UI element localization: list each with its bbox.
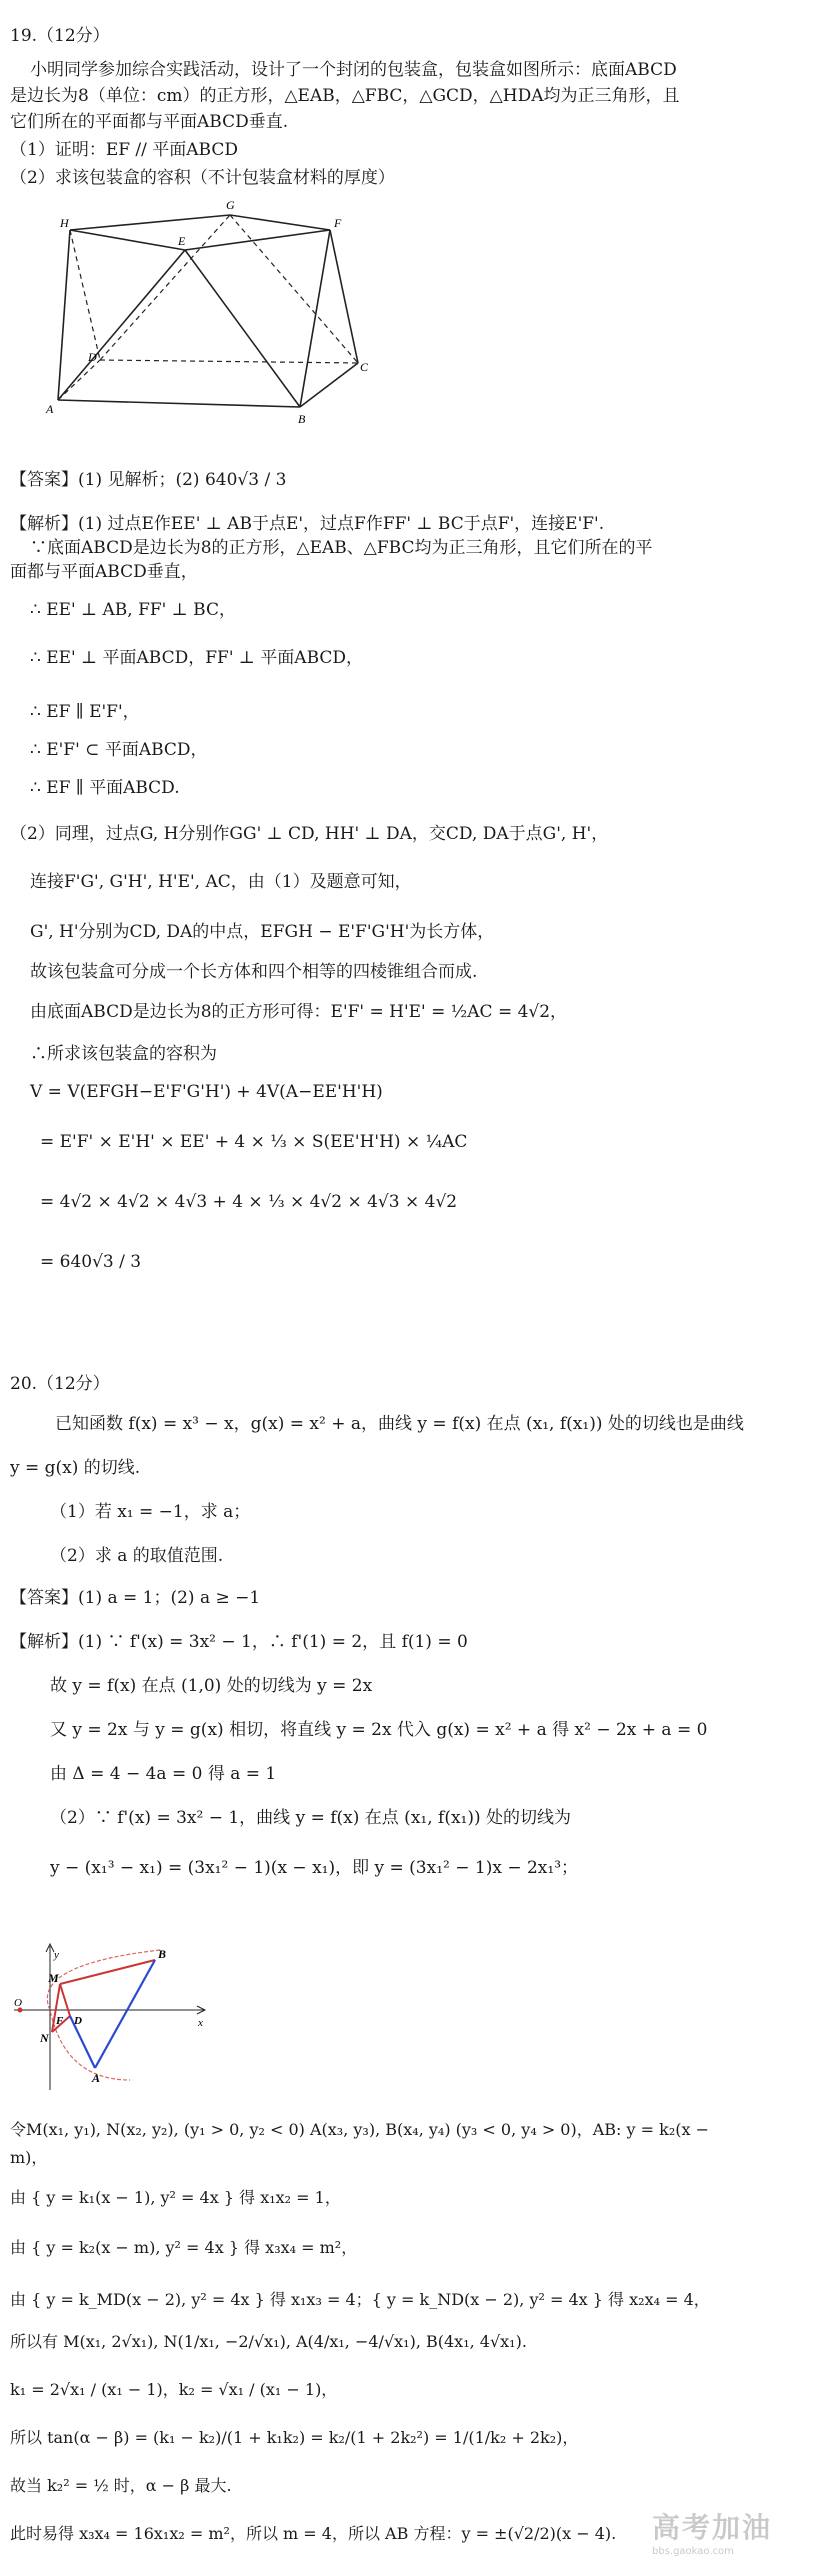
q19-part-1: （1）证明：EF // 平面ABCD (10, 140, 239, 160)
label-A2: A (92, 2071, 101, 2085)
label-N: N (40, 2031, 49, 2045)
label-B: B (298, 412, 306, 425)
label-F: F (334, 216, 342, 230)
q20-part-2: （2）求 a 的取值范围. (50, 1546, 224, 1566)
label-M: M (48, 1971, 59, 1985)
q19-analysis-5: ∴ EE' ⊥ 平面ABCD，FF' ⊥ 平面ABCD， (30, 648, 364, 668)
q20-lower-6: 所以有 M(x₁, 2√x₁), N(1/x₁, −2/√x₁), A(4/x₁, −4/√x₁), B(4x₁, 4√x₁). (10, 2332, 527, 2351)
watermark-logo (652, 2506, 822, 2566)
label-C: C (360, 360, 369, 374)
q19-analysis-12: 故该包装盒可分成一个长方体和四个相等的四棱锥组合而成. (30, 962, 478, 982)
q19-analysis-16: = E'F' × E'H' × EE' + 4 × ⅓ × S(EE'H'H) × ¼AC (40, 1132, 468, 1152)
label-G: G (226, 198, 235, 212)
q19-header: 19.（12分） (10, 26, 110, 46)
q19-analysis-15: V = V(EFGH−E'F'G'H') + 4V(A−EE'H'H) (30, 1082, 383, 1102)
q20-analysis-5: （2）∵ f'(x) = 3x² − 1，曲线 y = f(x) 在点 (x₁, f(x₁)) 处的切线为 (50, 1808, 572, 1828)
q20-lower-7: k₁ = 2√x₁ / (x₁ − 1)，k₂ = √x₁ / (x₁ − 1)， (10, 2380, 338, 2399)
q20-analysis-1: 【解析】(1) ∵ f'(x) = 3x² − 1，∴ f'(1) = 2，且 f(1) = 0 (10, 1632, 468, 1652)
q20-lower-10: 此时易得 x₃x₄ = 16x₁x₂ = m²，所以 m = 4，所以 AB 方程：y = ±(√2/2)(x − 4). (10, 2524, 617, 2543)
q20-lower-2: m)， (10, 2148, 48, 2167)
q20-lower-9: 故当 k₂² = ½ 时，α − β 最大. (10, 2476, 232, 2495)
q20-lower-1: 令M(x₁, y₁), N(x₂, y₂), (y₁ > 0, y₂ < 0) A(x₃, y₃), B(x₄, y₄) (y₃ < 0, y₄ > 0)，AB: y = k₂(x − (10, 2120, 709, 2139)
q20-answer: 【答案】(1) a = 1；(2) a ≥ −1 (10, 1588, 261, 1608)
label-B2: B (158, 1947, 167, 1961)
q19-stem-3: 它们所在的平面都与平面ABCD垂直. (10, 112, 289, 132)
q19-analysis-9: （2）同理，过点G, H分别作GG' ⊥ CD, HH' ⊥ DA，交CD, DA于点G', H'， (10, 824, 609, 844)
q20-lower-4: 由 { y = k₂(x − m), y² = 4x } 得 x₃x₄ = m²， (10, 2238, 358, 2257)
q19-analysis-11: G', H'分别为CD, DA的中点，EFGH − E'F'G'H'为长方体， (30, 922, 495, 942)
q20-analysis-6: y − (x₁³ − x₁) = (3x₁² − 1)(x − x₁)，即 y = (3x₁² − 1)x − 2x₁³； (50, 1858, 579, 1878)
label-A: A (46, 402, 54, 416)
label-H: H (60, 216, 69, 230)
label-D2: D (74, 2015, 82, 2027)
q19-analysis-4: ∴ EE' ⊥ AB, FF' ⊥ BC， (30, 600, 236, 620)
q20-part-1: （1）若 x₁ = −1，求 a； (50, 1502, 251, 1522)
q19-analysis-14: ∴所求该包装盒的容积为 (30, 1044, 217, 1064)
watermark-text: 高考加油 (652, 2511, 773, 2544)
label-D: D (88, 350, 97, 364)
q20-stem-1: 已知函数 f(x) = x³ − x，g(x) = x² + a，曲线 y = f(x) 在点 (x₁, f(x₁)) 处的切线也是曲线 (55, 1414, 744, 1434)
q19-analysis-18: = 640√3 / 3 (40, 1252, 142, 1272)
q19-stem-2: 是边长为8（单位：cm）的正方形，△EAB，△FBC，△GCD，△HDA均为正三角形，且 (10, 86, 680, 106)
q20-lower-3: 由 { y = k₁(x − 1), y² = 4x } 得 x₁x₂ = 1， (10, 2188, 341, 2207)
q20-lower-5: 由 { y = k_MD(x − 2), y² = 4x } 得 x₁x₃ = 4；{ y = k_ND(x − 2), y² = 4x } 得 x₂x₄ = 4， (10, 2290, 710, 2309)
q20-stem-2: y = g(x) 的切线. (10, 1458, 141, 1478)
q19-analysis-13: 由底面ABCD是边长为8的正方形可得：E'F' = H'E' = ½AC = 4√2， (30, 1002, 568, 1022)
watermark-url: bbs.gaokao.com (652, 2546, 734, 2557)
q20-lower-8: 所以 tan(α − β) = (k₁ − k₂)/(1 + k₁k₂) = k₂/(1 + 2k₂²) = 1/(1/k₂ + 2k₂)， (10, 2428, 579, 2447)
label-x: x (198, 2017, 203, 2029)
q19-stem-1: 小明同学参加综合实践活动，设计了一个封闭的包装盒，包装盒如图所示：底面ABCD (30, 60, 677, 80)
q19-answer: 【答案】(1) 见解析；(2) 640√3 / 3 (10, 470, 287, 490)
label-F2: F (56, 2015, 64, 2027)
q19-analysis-2: ∵底面ABCD是边长为8的正方形，△EAB、△FBC均为正三角形，且它们所在的平 (30, 538, 653, 558)
label-O: O (14, 1997, 22, 2009)
q19-part-2: （2）求该包装盒的容积（不计包装盒材料的厚度） (10, 168, 395, 188)
label-E: E (178, 234, 186, 248)
q19-analysis-8: ∴ EF ∥ 平面ABCD. (30, 778, 180, 798)
q20-analysis-3: 又 y = 2x 与 y = g(x) 相切，将直线 y = 2x 代入 g(x) = x² + a 得 x² − 2x + a = 0 (50, 1720, 708, 1740)
q20-header: 20.（12分） (10, 1374, 110, 1394)
parabola-figure (10, 1940, 210, 2100)
label-y: y (54, 1949, 59, 1961)
packaging-box-figure (40, 195, 370, 425)
q19-analysis-7: ∴ E'F' ⊂ 平面ABCD， (30, 740, 208, 760)
q20-analysis-4: 由 Δ = 4 − 4a = 0 得 a = 1 (50, 1764, 277, 1784)
q19-analysis-17: = 4√2 × 4√2 × 4√3 + 4 × ⅓ × 4√2 × 4√3 × 4√2 (40, 1192, 458, 1212)
q19-analysis-3: 面都与平面ABCD垂直， (10, 562, 198, 582)
q19-analysis-1: 【解析】(1) 过点E作EE' ⊥ AB于点E'，过点F作FF' ⊥ BC于点F'，连接E'F'. (10, 514, 605, 534)
q20-analysis-2: 故 y = f(x) 在点 (1,0) 处的切线为 y = 2x (50, 1676, 373, 1696)
q19-analysis-10: 连接F'G', G'H', H'E', AC，由（1）及题意可知， (30, 872, 412, 892)
q19-analysis-6: ∴ EF ∥ E'F'， (30, 702, 140, 722)
